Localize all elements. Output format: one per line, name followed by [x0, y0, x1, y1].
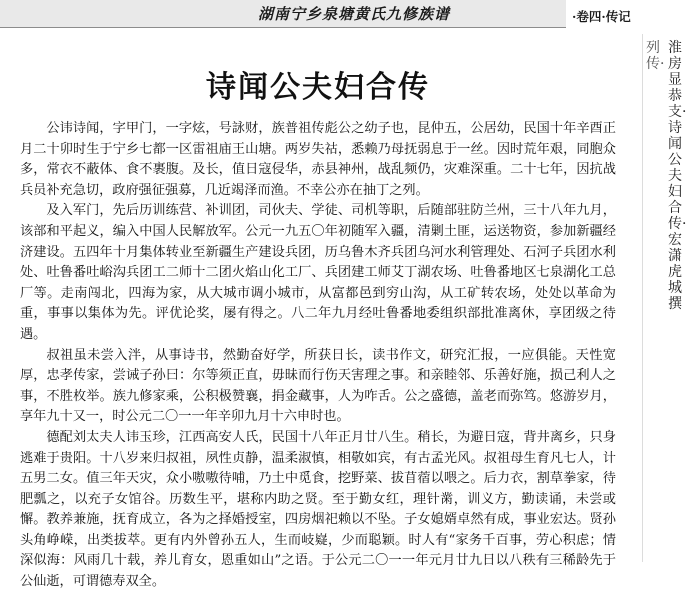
header-bar [0, 0, 566, 28]
paragraph-2: 及入军门，先后历训练营、补训团，司伙夫、学徒、司机等职，后随部驻防兰州，三十八年九月，该部和平起义，编入中国人民解放军。公元一九五〇年初随军入疆，清剿土匪，运送物资，参加新疆经济建设。五四年十月集体转业至新疆生产建设兵团，历乌鲁木齐兵团乌河水利管理处、石河子兵团水利处、吐鲁番吐峪沟兵团工二师十二团火焰山化工厂、兵团建工师艾丁湖农场、吐鲁番地区七泉湖化工总厂等。走南闯北，四海为家，从大城市调小城市，从富都邑到穷山沟，从工矿转农场，处处以革命为重，事事以集体为先。评优论奖，屡有得之。八二年九月经吐鲁番地委组织部批准离休，享团级之待遇。 [20, 203, 616, 342]
margin-divider [642, 34, 643, 562]
side-category-label: 列传· [646, 40, 665, 72]
paragraph-1: 公讳诗闻，字甲门，一字炫，号詠财，族普祖传彪公之幼子也，昆仲五，公居幼，民国十年辛酉正月二十卯时生于宁乡七都一区雷祖庙王山塘。两岁失祜，悉赖乃母抚弱息于一丝。因时荒年艰，同胞众多，常衣不蔽体、食不裹腹。及长，值日寇侵华，赤县神州，战乱频仍，灾难深重。二十七年，因抗战兵员补充急切，政府强征强募，几近竭泽而渔。不幸公亦在抽丁之列。 [20, 121, 616, 198]
article-title: 诗闻公夫妇合传 [206, 70, 430, 105]
article-body [20, 119, 616, 593]
paragraph-4: 德配刘太夫人讳玉珍，江西高安人氏，民国十八年正月廿八生。稍长，为避日寇，背井离乡，只身逃难于贵阳。十八岁来归叔祖，夙性贞静，温柔淑慎，相敬如宾，有古孟光风。叔祖母生育凡七人，计五男二女。值三年天灾，众小嗷嗷待哺，乃土中觅食，挖野菜、拔苜蓿以喂之。后力衣，割草拳家，待肥瓢之，以充子女馆谷。历数生平，堪称内助之贤。至于勤女红，理针黹，训义方，勤读诵，未尝或懈。教养兼施，抚育成立，各为之择婚授室，四房烟祀赖以不坠。子女媳婿卓然有成，事业宏达。贤孙头角峥嵘，出类拔萃。更有内外曾孙五人，生而岐嶷，少而聪颖。时人有“家务千百事，劳心积虑；情深似海：风雨几十载，养儿育女，恩重如山”之语。于公元二〇一一年元月廿九日以八秩有三稀龄先于公仙逝，可谓德寿双全。 [20, 429, 616, 590]
paragraph-3: 叔祖虽未尝入泮，从事诗书，然勤奋好学，所获日长，读书作文，研究汇报，一应俱能。天性宽厚，忠孝传家，尝诫子孙曰：尔等须正直，毋昧而行伤天害理之事。和亲睦邻、乐善好施，损己利人之事，不胜枚举。族九修家乘，公积极赞襄，捐金藏事，人为咋舌。公之盛德，盖老而弥笃。悠游岁月，享年九十又一，时公元二〇一一年辛卯九月十六申时也。 [20, 347, 616, 425]
book-title: 湖南宁乡泉塘黄氏九修族谱 [258, 5, 451, 23]
side-branch-title: 淮房显恭支·诗闻公夫妇合传·宏潇虎城撰 [668, 40, 687, 312]
side-running-title [646, 40, 690, 562]
section-label: ·卷四·传记 [572, 9, 631, 24]
